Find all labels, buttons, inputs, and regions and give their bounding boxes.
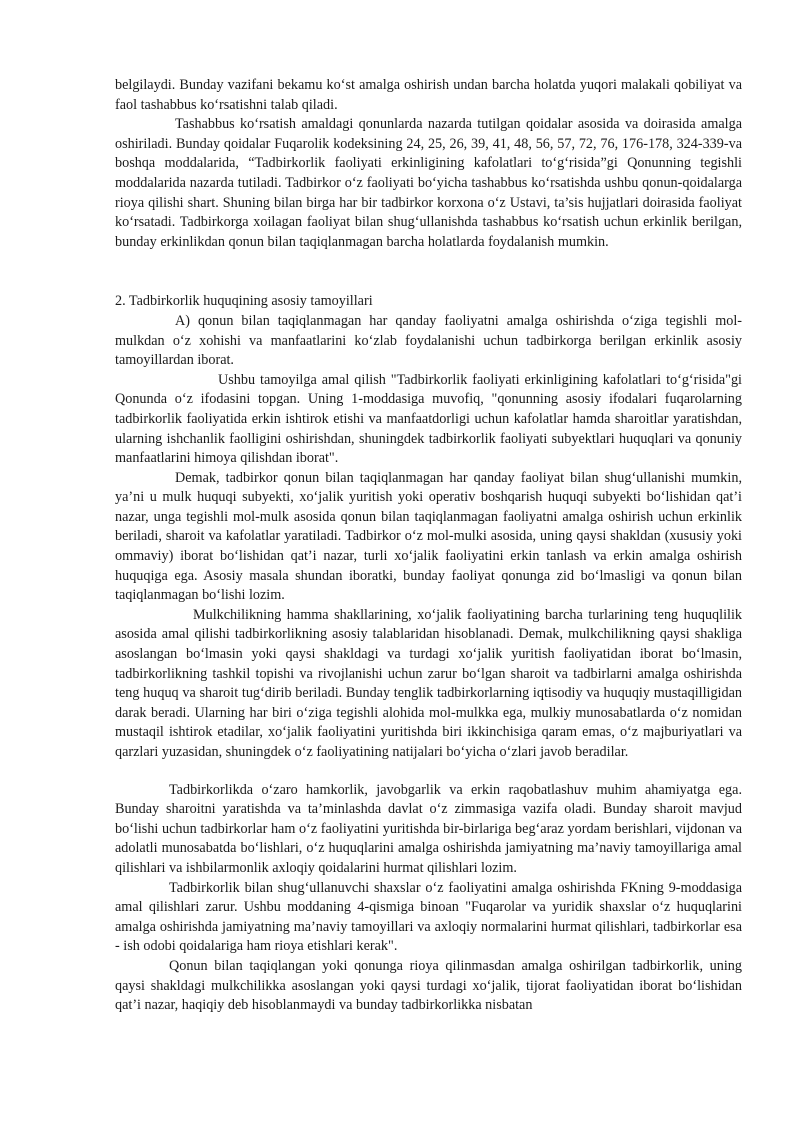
paragraph-equality-of-ownership: Mulkchilikning hamma shakllarining, xo‘jalik faoliyatining barcha turlarining teng huquqlilik asosida amal qilishi tadbirkorlikning asosiy talablaridan hisoblanadi. Demak, mulkchilikning qaysi shakliga asoslangan bo‘lmasin yoki qaysi shakldagi va turdagi xo‘jalik yuritish faoliyatidan iborat bo‘lmasin, tadbirkorlikning tashkil topishi va rivojlanishi uchun zarur bo‘lgan sharoit va tadbirlarni amalga oshirishda teng huquq va sharoit tug‘dirib beriladi. Bunday tenglik tadbirkorlarning iqtisodiy va huquqiy mustaqilligidan darak beradi. Ularning har biri o‘ziga tegishli alohida mol-mulkka ega, mulkiy munosabatlarda o‘z nomidan mustaqil ishtirok etadilar, xo‘jalik faoliyatini yuritishda biri ikkinchisiga qaram emas, o‘z majburiyatlari va qarzlari yuzasidan, shuningdek o‘z faoliyatining natijalari bo‘yicha o‘zlari javob beradilar. <box>115 606 742 760</box>
paragraph-continuation: belgilaydi. Bunday vazifani bekamu ko‘st amalga oshirish undan barcha holatda yuqori malakali qobiliyat va faol tashabbus ko‘rsatishni talab qiladi. <box>115 77 742 113</box>
paragraph-entrepreneur-freedom: Demak, tadbirkor qonun bilan taqiqlanmagan har qanday faoliyat bilan shug‘ullanishi mumkin, ya’ni u mulk huquqi subyekti, xo‘jalik yuritish yoki operativ boshqarish huquqi subyekti bo‘lishidan qat’i nazar, unga tegishli mol-mulk asosida qonun bilan taqiqlanmagan faoliyatni amalga oshirish uchun erkinlik beriladi, sharoit va kafolatlar yaratiladi. Tadbirkor o‘z mol-mulki asosida, uning qaysi shakldan (xususiy yoki ommaviy) iborat bo‘lishidan qat’i nazar, turli xo‘jalik faoliyatini erkin tanlash va erkin amalga oshirish huquqiga ega. Asosiy masala shundan iboratki, bunday faoliyat qonunga zid bo‘lmasligi va qonun bilan taqiqlanmagan bo‘lishi lozim. <box>115 469 742 604</box>
paragraph-cooperation: Tadbirkorlikda o‘zaro hamkorlik, javobgarlik va erkin raqobatlashuv muhim ahamiyatga ega. Bunday sharoitni yaratishda va ta’minlashda davlat o‘z zimmasiga vazifa oladi. Bunday sharoit mavjud bo‘lishi uchun tadbirkorlar ham o‘z faoliyatini yuritishda bir-birlariga beg‘araz yordam berishlari, vijdonan va adolatli munosabatda bo‘lishlari, o‘z huquqlarini amalga oshirishda jamiyatning ma’naviy tamoyillariga amal qilishlari va ishbilarmonlik axloqiy qoidalarini hurmat qilishlari lozim. <box>115 781 742 876</box>
paragraph-spacer <box>115 763 742 781</box>
paragraph-law-reference: Ushbu tamoyilga amal qilish "Tadbirkorlik faoliyati erkinligining kafolatlari to‘g‘risida"gi Qonunda o‘z ifodasini topgan. Uning 1-moddasiga muvofiq, "qonunning asosiy ifodalari fuqarolarning tadbirkorlik faoliyatida erkin ishtirok etishi va manfaatdorligi uchun kafolatlar hamda sharoitlar yaratishdan, ularning ishchanlik faolligini oshirishdan, shuningdek tadbirkorlik faoliyati subyektlari huquqlari va qonuniy manfaatlarini himoya qilishdan iborat". <box>115 371 742 467</box>
paragraph-civil-code-article-9: Tadbirkorlik bilan shug‘ullanuvchi shaxslar o‘z faoliyatini amalga oshirishda FKning 9-moddasiga amal qilishlari zarur. Ushbu moddaning 4-qismiga binoan "Fuqarolar va yuridik shaxslar o‘z huquqlarini amalga oshirishda jamiyatning ma’naviy tamoyillari va axloqiy normalarini hurmat qilishlari, tadbirkorlar esa - ish odobi qoidalariga ham rioya etishlari kerak". <box>115 879 742 955</box>
section-spacer <box>115 252 742 292</box>
paragraph-prohibited-activity: Qonun bilan taqiqlangan yoki qonunga rioya qilinmasdan amalga oshirilgan tadbirkorlik, uning qaysi shakldagi mulkchilikka asoslangan yoki qaysi turdagi xo‘jalik, tijorat faoliyatidan iborat bo‘lishidan qat’i nazar, haqiqiy deb hisoblanmaydi va bunday tadbirkorlikka nisbatan <box>115 957 742 1014</box>
section-heading: 2. Tadbirkorlik huquqining asosiy tamoyillari <box>115 293 373 310</box>
document-page <box>115 76 742 1016</box>
paragraph-principle-a: A) qonun bilan taqiqlanmagan har qanday faoliyatni amalga oshirishda o‘ziga tegishli mol-mulkdan o‘z xohishi va manfaatlarini ko‘zlab foydalanishi uchun tadbirkorga berilgan erkinlik asosiy tamoyillardan iborat. <box>115 312 742 369</box>
paragraph-initiative-rules: Tashabbus ko‘rsatish amaldagi qonunlarda nazarda tutilgan qoidalar asosida va doirasida amalga oshiriladi. Bunday qoidalar Fuqarolik kodeksining 24, 25, 26, 39, 41, 48, 56, 57, 72, 76, 176-178, 324-339-va boshqa moddalarida, “Tadbirkorlik faoliyati erkinligining kafolatlari to‘g‘risida”gi Qonunning tegishli moddalarida nazarda tutiladi. Tadbirkor o‘z faoliyati bo‘yicha tashabbus ko‘rsatishda ushbu qonun-qoidalarga rioya qilishi shart. Shuning bilan birga har bir tadbirkor korxona o‘z Ustavi, ta’sis hujjatlari doirasida faoliyat ko‘rsatadi. Tadbirkorga xoilagan faoliyat bilan shug‘ullanishda tashabbus ko‘rsatish uchun erkinlik berilgan, bunday erkinlikdan qonun bilan taqiqlanmagan barcha holatlarda foydalanish mumkin. <box>115 116 742 250</box>
